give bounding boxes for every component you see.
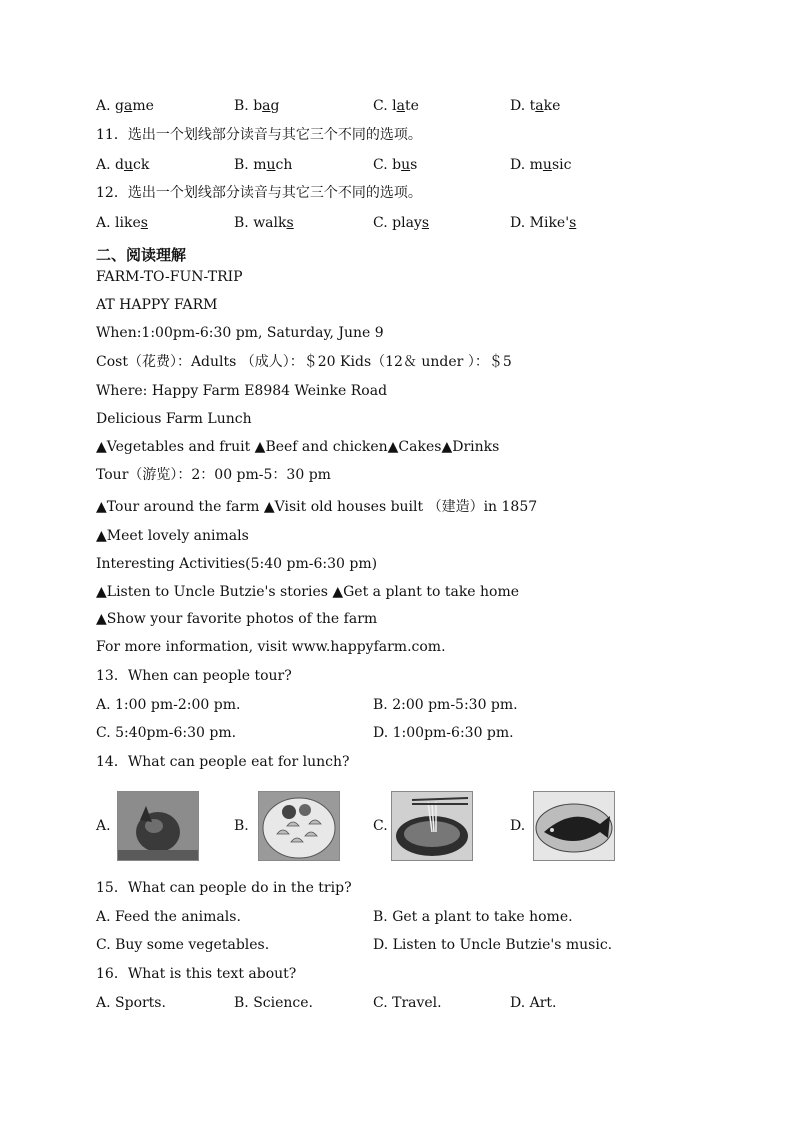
q15-option-a: A. Feed the animals. [96, 909, 241, 925]
q16-option-b: B. Science. [234, 995, 313, 1011]
q16-stem: 16．What is this text about? [96, 966, 297, 982]
q15-stem: 15．What can people do in the trip? [96, 880, 352, 896]
q15-option-b: B. Get a plant to take home. [373, 909, 573, 925]
passage-line-10: ▲Meet lovely animals [96, 528, 249, 544]
q10-option-b: B. bag [234, 98, 280, 114]
q14-stem: 14．What can people eat for lunch? [96, 754, 350, 770]
q11-stem: 11．选出一个划线部分读音与其它三个不同的选项。 [96, 127, 422, 143]
passage-line-13: ▲Show your favorite photos of the farm [96, 611, 378, 627]
q12-option-d: D. Mike's [510, 215, 577, 231]
passage-line-3: When:1:00pm-6:30 pm, Saturday, June 9 [96, 325, 384, 341]
q10-option-a: A. game [96, 98, 154, 114]
q12-option-a: A. likes [96, 215, 148, 231]
passage-line-6: Delicious Farm Lunch [96, 411, 252, 427]
q16-option-c: C. Travel. [373, 995, 442, 1011]
passage-line-4: Cost（花费）：Adults （成人）：＄20 Kids（12＆ under ）：＄5 [96, 354, 512, 370]
roast-chicken-icon [117, 791, 199, 861]
q13-stem: 13．When can people tour? [96, 668, 292, 684]
q12-option-c: C. plays [373, 215, 430, 231]
noodles-icon [391, 791, 473, 861]
passage-line-7: ▲Vegetables and fruit ▲Beef and chicken▲Cakes▲Drinks [96, 439, 500, 455]
q14-option-d-label: D. [510, 818, 526, 834]
passage-line-5: Where: Happy Farm E8984 Weinke Road [96, 383, 388, 399]
q12-stem: 12．选出一个划线部分读音与其它三个不同的选项。 [96, 185, 422, 201]
q16-option-d: D. Art. [510, 995, 557, 1011]
q16-option-a: A. Sports. [96, 995, 166, 1011]
q10-option-d: D. take [510, 98, 561, 114]
fish-icon [533, 791, 615, 861]
q10-option-c: C. late [373, 98, 419, 114]
q13-option-a: A. 1:00 pm-2:00 pm. [96, 697, 241, 713]
q13-option-c: C. 5:40pm-6:30 pm. [96, 725, 237, 741]
q11-option-b: B. much [234, 157, 293, 173]
q14-option-b-label: B. [234, 818, 249, 834]
passage-line-2: AT HAPPY FARM [96, 297, 218, 313]
passage-line-12: ▲Listen to Uncle Butzie's stories ▲Get a plant to take home [96, 584, 520, 600]
passage-line-1: FARM-TO-FUN-TRIP [96, 269, 243, 285]
q14-option-a-label: A. [96, 818, 111, 834]
passage-line-9: ▲Tour around the farm ▲Visit old houses built （建造）in 1857 [96, 499, 538, 515]
q11-option-c: C. bus [373, 157, 418, 173]
section-title: 二、阅读理解 [96, 246, 187, 264]
passage-line-11: Interesting Activities(5:40 pm-6:30 pm) [96, 556, 378, 572]
q13-option-d: D. 1:00pm-6:30 pm. [373, 725, 514, 741]
q11-option-a: A. duck [96, 157, 150, 173]
q13-option-b: B. 2:00 pm-5:30 pm. [373, 697, 518, 713]
q14-option-c-label: C. [373, 818, 388, 834]
q12-option-b: B. walks [234, 215, 294, 231]
q11-option-d: D. music [510, 157, 572, 173]
q15-option-c: C. Buy some vegetables. [96, 937, 270, 953]
q15-option-d: D. Listen to Uncle Butzie's music. [373, 937, 613, 953]
passage-line-8: Tour（游览）：2：00 pm-5：30 pm [96, 467, 331, 483]
dumplings-icon [258, 791, 340, 861]
passage-line-14: For more information, visit www.happyfarm.com. [96, 639, 446, 655]
